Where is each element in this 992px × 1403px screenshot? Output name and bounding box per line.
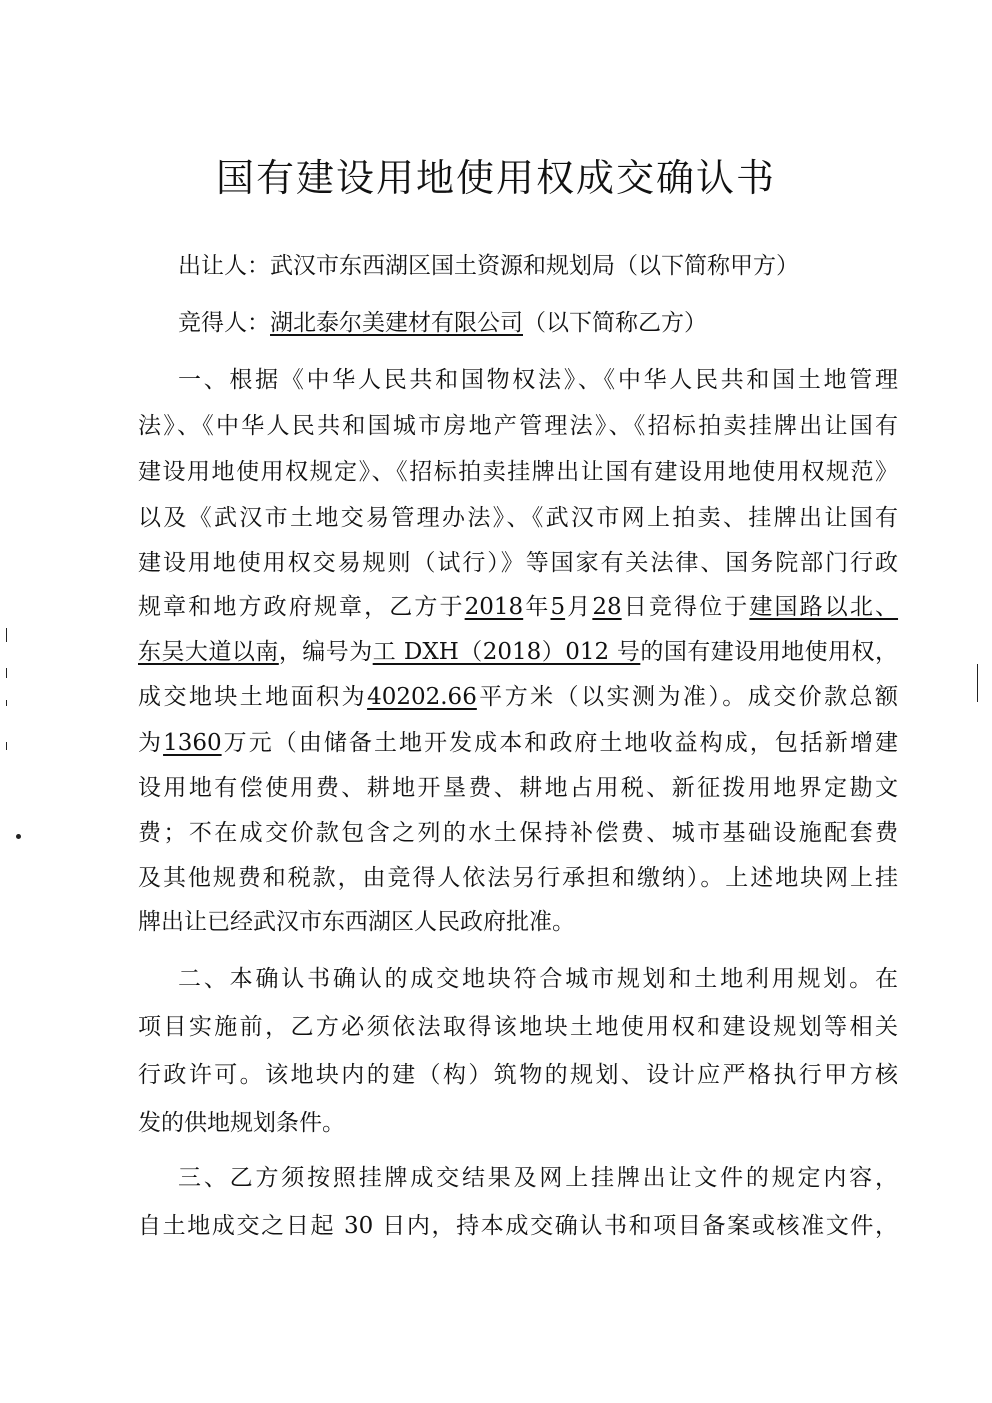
para1-line: 东吴大道以南，编号为工 DXH（2018）012 号的国有建设用地使用权， — [138, 639, 899, 665]
para2-line: 项目实施前，乙方必须依法取得该地块土地使用权和建设规划等相关 — [138, 1014, 898, 1040]
grantor-name: 武汉市东西湖区国土资源和规划局 — [270, 253, 615, 279]
para2-line: 行政许可。该地块内的建（构）筑物的规划、设计应严格执行甲方核 — [138, 1062, 898, 1088]
para1-line: 以及《武汉市土地交易管理办法》、《武汉市网上拍卖、挂牌出让国有 — [138, 505, 898, 531]
para3-line: 三、乙方须按照挂牌成交结果及网上挂牌出让文件的规定内容， — [178, 1165, 898, 1191]
scan-speck — [6, 668, 7, 678]
award-month: 5 — [550, 594, 566, 620]
award-day: 28 — [592, 594, 622, 620]
para1-line: 一、根据《中华人民共和国物权法》、《中华人民共和国土地管理 — [178, 367, 898, 393]
parcel-area: 40202.66 — [367, 684, 477, 710]
para2-line: 发的供地规划条件。 — [138, 1110, 345, 1136]
document-title: 国有建设用地使用权成交确认书 — [215, 156, 776, 200]
scan-edge-line — [977, 664, 978, 702]
para1-line: 设用地有偿使用费、耕地开垦费、耕地占用税、新征拨用地界定勘文 — [138, 775, 898, 801]
bidder-note: （以下简称乙方） — [523, 310, 707, 336]
para1-line: 牌出让已经武汉市东西湖区人民政府批准。 — [138, 909, 575, 935]
para3-line: 自土地成交之日起 30 日内，持本成交确认书和项目备案或核准文件， — [138, 1213, 898, 1239]
para1-line: 费；不在成交价款包含之列的水土保持补偿费、城市基础设施配套费 — [138, 820, 898, 846]
scan-speck — [6, 628, 7, 642]
scan-speck — [6, 742, 7, 750]
transaction-price: 1360 — [163, 730, 222, 756]
grantor-note: （以下简称甲方） — [615, 253, 799, 279]
para1-line: 及其他规费和税款，由竞得人依法另行承担和缴纳）。上述地块网上挂 — [138, 865, 898, 891]
para2-line: 二、本确认书确认的成交地块符合城市规划和土地利用规划。在 — [178, 966, 898, 992]
bidder-line — [178, 303, 898, 343]
para1-line: 成交地块土地面积为40202.66平方米（以实测为准）。成交价款总额 — [138, 684, 899, 710]
parcel-number: 工 DXH（2018）012 号 — [372, 639, 641, 665]
scan-speck — [16, 834, 21, 839]
award-year: 2018 — [464, 594, 524, 620]
para1-line: 建设用地使用权交易规则（试行）》等国家有关法律、国务院部门行政 — [138, 550, 898, 576]
bidder-label: 竞得人： — [178, 310, 270, 336]
scan-speck — [6, 700, 7, 706]
bidder-name: 湖北泰尔美建材有限公司 — [270, 310, 523, 336]
parcel-location-cont: 东吴大道以南 — [138, 639, 279, 665]
grantor-line — [178, 246, 898, 286]
para1-line: 规章和地方政府规章，乙方于2018年5月28日竞得位于建国路以北、 — [138, 594, 899, 620]
para1-line: 建设用地使用权规定》、《招标拍卖挂牌出让国有建设用地使用权规范》 — [138, 459, 898, 485]
para1-line: 为1360万元（由储备土地开发成本和政府土地收益构成，包括新增建 — [138, 730, 899, 756]
para1-line: 法》、《中华人民共和国城市房地产管理法》、《招标拍卖挂牌出让国有 — [138, 413, 898, 439]
parcel-location: 建国路以北、 — [749, 594, 899, 620]
grantor-label: 出让人： — [178, 253, 270, 279]
